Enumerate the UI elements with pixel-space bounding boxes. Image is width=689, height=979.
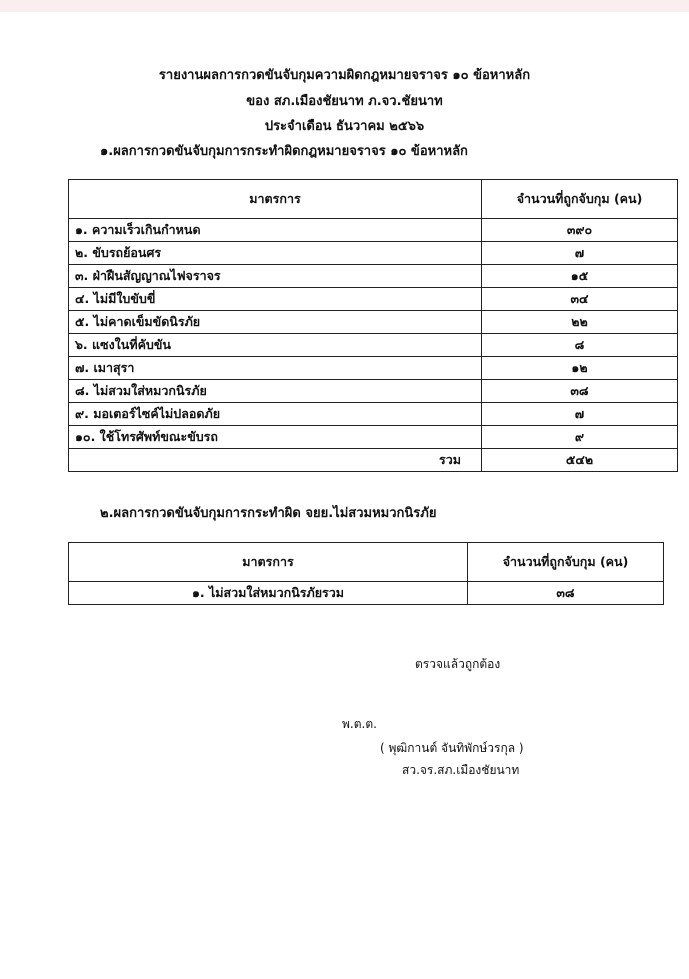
table-header-row [69,543,664,582]
section1-table [68,179,678,472]
report-subtitle: ของ สภ.เมืองชัยนาท ภ.จว.ชัยนาท [246,94,443,109]
section1-heading: ๑.ผลการกวดขันจับกุมการกระทำผิดกฎหมายจราจร ๑๐ ข้อหาหลัก [100,144,468,159]
header-measure: มาตรการ [69,543,468,582]
row-value: ๓๘ [482,380,678,403]
row-value: ๓๙๐ [482,219,678,242]
signer-position: สว.จร.สภ.เมืองชัยนาท [402,763,520,777]
row-value: ๑๒ [482,357,678,380]
table-row [69,219,678,242]
total-label: รวม [69,449,482,472]
row-label: ๙. มอเตอร์ไซค์ไม่ปลอดภัย [69,403,482,426]
table-row [69,334,678,357]
row-label: ๓. ฝ่าฝืนสัญญาณไฟจราจร [69,265,482,288]
row-value: ๙ [482,426,678,449]
table-row [69,265,678,288]
row-label: ๕. ไม่คาดเข็มขัดนิรภัย [69,311,482,334]
verified-note: ตรวจแล้วถูกต้อง [415,657,501,671]
row-value: ๓๔ [482,288,678,311]
header-measure: มาตรการ [69,180,482,219]
signer-name: ( พุฒิกานต์ จันทิพักษ์วรกุล ) [380,741,524,755]
section2-heading: ๒.ผลการกวดขันจับกุมการกระทำผิด จยย.ไม่สวมหมวกนิรภัย [100,506,437,521]
row-label: ๗. เมาสุรา [69,357,482,380]
row-label: ๔. ไม่มีใบขับขี่ [69,288,482,311]
header-count: จำนวนที่ถูกจับกุม (คน) [468,543,664,582]
row-value: ๗ [482,242,678,265]
table-row [69,582,664,605]
total-value: ๕๔๒ [482,449,678,472]
row-value: ๒๒ [482,311,678,334]
document-page [0,12,689,979]
header-count: จำนวนที่ถูกจับกุม (คน) [482,180,678,219]
row-label: ๒. ขับรถย้อนศร [69,242,482,265]
section2-table [68,542,664,605]
row-value: ๘ [482,334,678,357]
table-row [69,380,678,403]
table-row [69,357,678,380]
row-label: ๑๐. ใช้โทรศัพท์ขณะขับรถ [69,426,482,449]
row-label: ๑. ความเร็วเกินกำหนด [69,219,482,242]
report-period: ประจำเดือน ธันวาคม ๒๕๖๖ [264,119,425,134]
row-value: ๗ [482,403,678,426]
row-label: ๘. ไม่สวมใส่หมวกนิรภัย [69,380,482,403]
table-header-row [69,180,678,219]
table-row [69,426,678,449]
table-total-row [69,449,678,472]
report-title: รายงานผลการกวดขันจับกุมความผิดกฎหมายจราจร ๑๐ ข้อหาหลัก [158,68,531,83]
row-label: ๑. ไม่สวมใส่หมวกนิรภัยรวม [69,582,468,605]
table-row [69,403,678,426]
row-value: ๑๕ [482,265,678,288]
table-row [69,311,678,334]
row-value: ๓๘ [468,582,664,605]
signer-rank: พ.ต.ต. [342,717,377,731]
table-row [69,242,678,265]
row-label: ๖. แซงในที่คับขัน [69,334,482,357]
table-row [69,288,678,311]
